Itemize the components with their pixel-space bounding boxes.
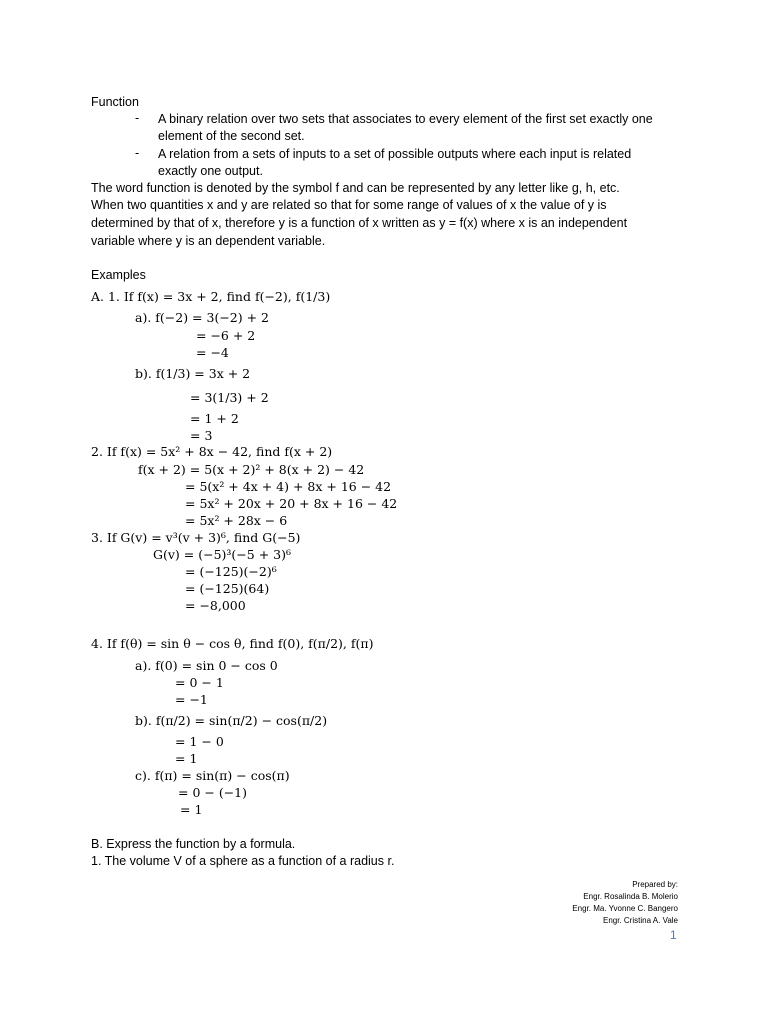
step-line: b). f(π/2) = sin(π/2) − cos(π/2): [135, 713, 328, 728]
step-line: = 0 − 1: [175, 675, 224, 690]
part-b-title: B. Express the function by a formula.: [91, 837, 296, 851]
examples-title: Examples: [91, 268, 146, 282]
page-number: 1: [670, 928, 677, 942]
intro-line: determined by that of x, therefore y is a function of x written as y = f(x) where x is an independent: [91, 216, 628, 230]
step-line: = 0 − (−1): [178, 785, 248, 800]
bullet-line: element of the second set.: [158, 129, 305, 143]
bullet-line: A relation from a sets of inputs to a set of possible outputs where each input is related: [158, 147, 632, 161]
step-line: f(x + 2) = 5(x + 2)² + 8(x + 2) − 42: [138, 462, 365, 477]
step-line: = −1: [175, 692, 208, 707]
example-a1: A. 1. If f(x) = 3x + 2, find f(−2), f(1/3): [91, 289, 331, 304]
author-name: Engr. Cristina A. Vale: [603, 916, 678, 925]
bullet-marker: -: [135, 146, 140, 160]
step-line: = 3: [190, 428, 213, 443]
step-line: G(v) = (−5)³(−5 + 3)⁶: [153, 547, 291, 562]
step-line: = 1 + 2: [190, 411, 239, 426]
step-line: a). f(−2) = 3(−2) + 2: [135, 310, 270, 325]
step-line: = −6 + 2: [196, 328, 256, 343]
prepared-by-label: Prepared by:: [632, 880, 678, 889]
step-line: = 1 − 0: [175, 734, 224, 749]
step-line: b). f(1/3) = 3x + 2: [135, 366, 251, 381]
step-line: = 5x² + 20x + 20 + 8x + 16 − 42: [185, 496, 398, 511]
step-line: a). f(0) = sin 0 − cos 0: [135, 658, 278, 673]
author-name: Engr. Ma. Yvonne C. Bangero: [572, 904, 678, 913]
intro-line: The word function is denoted by the symbol f and can be represented by any letter like g, h, etc.: [91, 181, 620, 195]
step-line: c). f(π) = sin(π) − cos(π): [135, 768, 290, 783]
step-line: = (−125)(64): [185, 581, 270, 596]
section-heading: Function: [91, 95, 139, 109]
author-name: Engr. Rosalinda B. Molerio: [583, 892, 678, 901]
part-b-item: 1. The volume V of a sphere as a function of a radius r.: [91, 854, 395, 868]
prepared-by-block: [572, 879, 678, 927]
bullet-marker: -: [135, 111, 140, 125]
bullet-line: A binary relation over two sets that associates to every element of the first set exactly one: [158, 112, 653, 126]
step-line: = 1: [175, 751, 198, 766]
step-line: = −4: [196, 345, 229, 360]
step-line: = −8,000: [185, 598, 246, 613]
step-line: = 3(1/3) + 2: [190, 390, 269, 405]
step-line: = 5(x² + 4x + 4) + 8x + 16 − 42: [185, 479, 392, 494]
example-2: 2. If f(x) = 5x² + 8x − 42, find f(x + 2): [91, 444, 333, 459]
step-line: = 5x² + 28x − 6: [185, 513, 288, 528]
example-3: 3. If G(v) = v³(v + 3)⁶, find G(−5): [91, 530, 301, 545]
step-line: = (−125)(−2)⁶: [185, 564, 277, 579]
example-4: 4. If f(θ) = sin θ − cos θ, find f(0), f(π/2), f(π): [91, 636, 374, 651]
bullet-line: exactly one output.: [158, 164, 263, 178]
intro-line: When two quantities x and y are related so that for some range of values of x the value of y is: [91, 198, 607, 212]
step-line: = 1: [180, 802, 203, 817]
intro-line: variable where y is an dependent variable.: [91, 234, 326, 248]
